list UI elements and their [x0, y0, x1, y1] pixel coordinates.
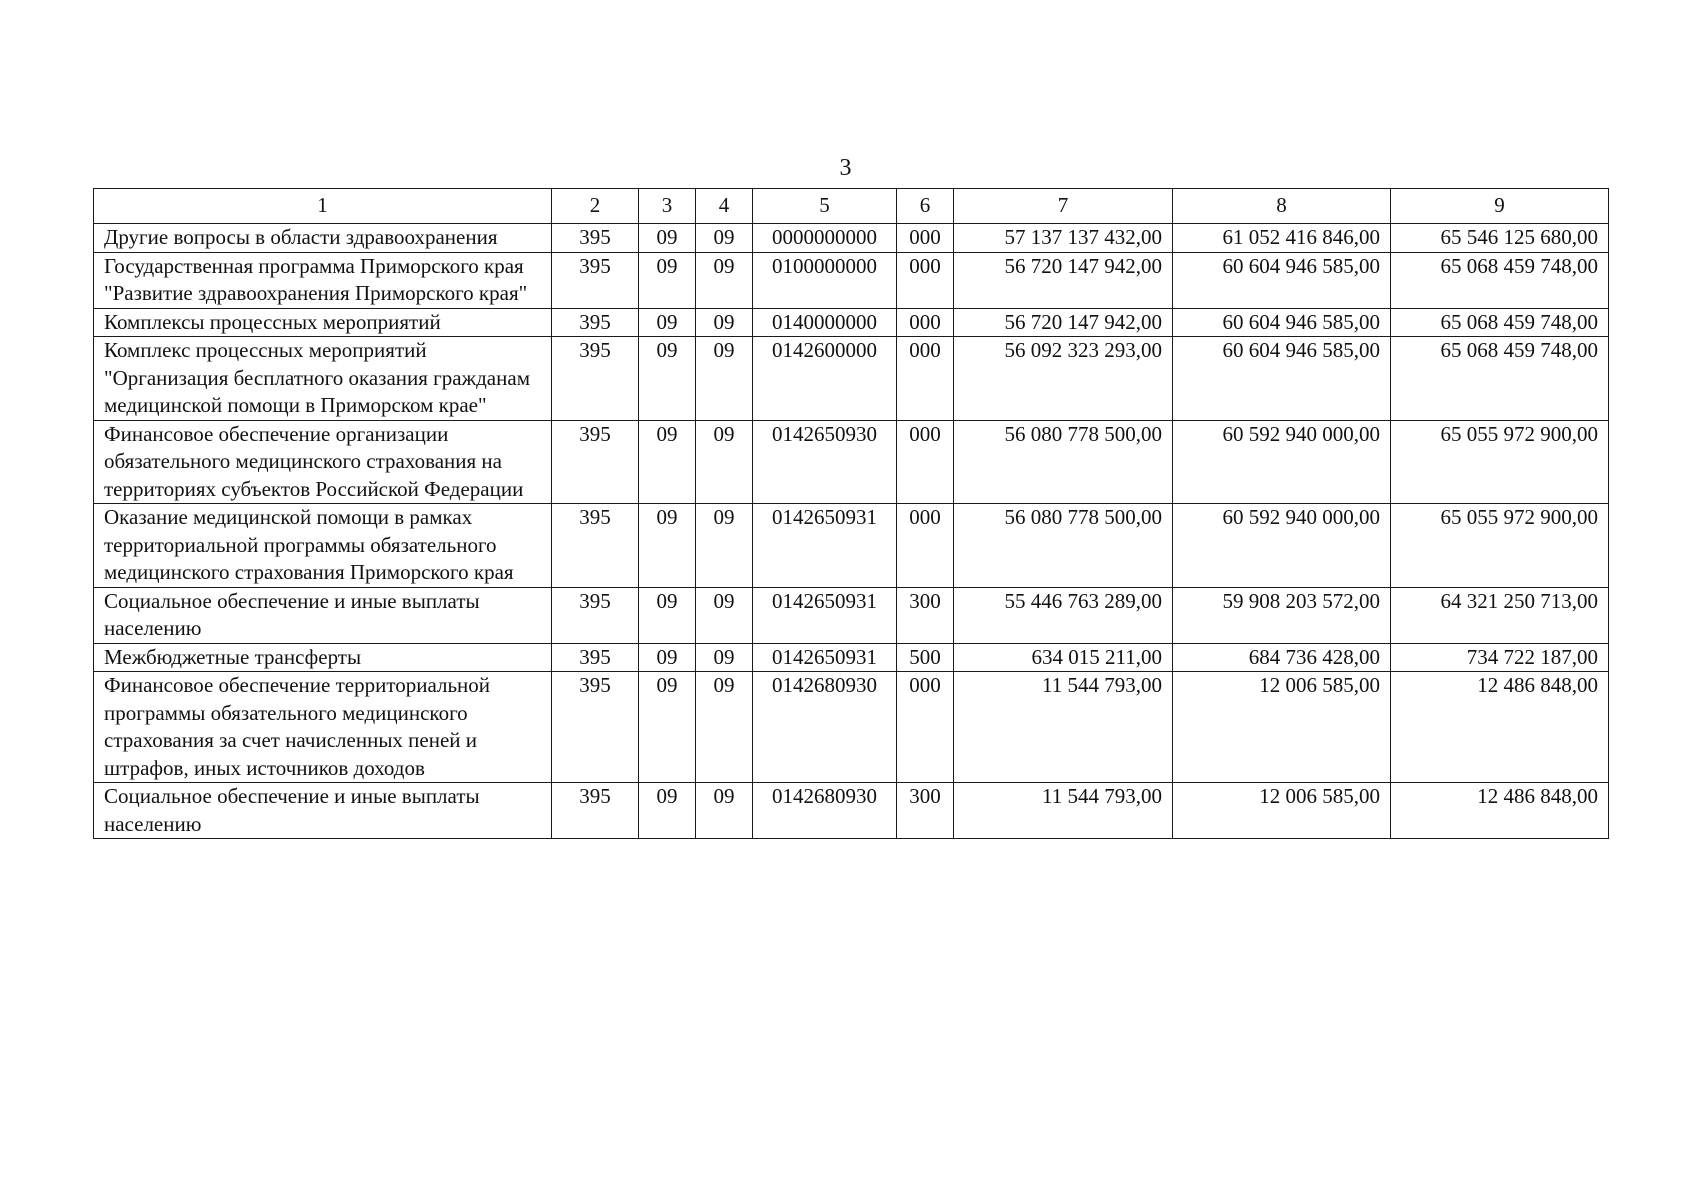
cell-col-4: 09	[696, 420, 753, 504]
cell-col-3: 09	[639, 672, 696, 783]
cell-col-5: 0142680930	[753, 783, 897, 839]
cell-col-6: 000	[897, 224, 954, 253]
cell-col-9: 65 068 459 748,00	[1391, 252, 1609, 308]
cell-col-6: 000	[897, 252, 954, 308]
cell-col-8: 60 604 946 585,00	[1173, 252, 1391, 308]
table-row	[94, 672, 1609, 783]
cell-col-5: 0142650931	[753, 643, 897, 672]
cell-col-7: 56 080 778 500,00	[954, 420, 1173, 504]
cell-col-7: 57 137 137 432,00	[954, 224, 1173, 253]
column-header: 2	[552, 189, 639, 224]
column-header: 9	[1391, 189, 1609, 224]
cell-col-7: 55 446 763 289,00	[954, 587, 1173, 643]
cell-col-3: 09	[639, 252, 696, 308]
cell-col-4: 09	[696, 587, 753, 643]
page-number: 3	[839, 155, 852, 181]
cell-col-2: 395	[552, 783, 639, 839]
row-name-cell: Финансовое обеспечение территориальной программы обязательного медицинского страхования за счет начисленных пеней и штрафов, иных источников доходов	[94, 672, 552, 783]
cell-col-9: 12 486 848,00	[1391, 672, 1609, 783]
cell-col-4: 09	[696, 504, 753, 588]
cell-col-4: 09	[696, 783, 753, 839]
cell-col-3: 09	[639, 420, 696, 504]
cell-col-8: 60 604 946 585,00	[1173, 337, 1391, 421]
table-row	[94, 420, 1609, 504]
cell-col-3: 09	[639, 587, 696, 643]
table-row	[94, 252, 1609, 308]
cell-col-9: 65 546 125 680,00	[1391, 224, 1609, 253]
cell-col-5: 0000000000	[753, 224, 897, 253]
column-header: 3	[639, 189, 696, 224]
budget-table	[93, 188, 1609, 839]
cell-col-5: 0142650931	[753, 587, 897, 643]
cell-col-6: 000	[897, 308, 954, 337]
cell-col-6: 000	[897, 504, 954, 588]
cell-col-4: 09	[696, 643, 753, 672]
cell-col-5: 0142600000	[753, 337, 897, 421]
cell-col-8: 60 604 946 585,00	[1173, 308, 1391, 337]
column-header: 4	[696, 189, 753, 224]
column-header: 6	[897, 189, 954, 224]
cell-col-6: 000	[897, 337, 954, 421]
cell-col-6: 300	[897, 783, 954, 839]
cell-col-6: 000	[897, 672, 954, 783]
cell-col-6: 300	[897, 587, 954, 643]
cell-col-8: 60 592 940 000,00	[1173, 504, 1391, 588]
cell-col-5: 0140000000	[753, 308, 897, 337]
cell-col-2: 395	[552, 337, 639, 421]
table-row	[94, 337, 1609, 421]
cell-col-9: 65 068 459 748,00	[1391, 308, 1609, 337]
cell-col-2: 395	[552, 504, 639, 588]
table-row	[94, 643, 1609, 672]
row-name-cell: Межбюджетные трансферты	[94, 643, 552, 672]
cell-col-4: 09	[696, 672, 753, 783]
cell-col-4: 09	[696, 337, 753, 421]
cell-col-2: 395	[552, 420, 639, 504]
row-name-cell: Государственная программа Приморского края "Развитие здравоохранения Приморского края"	[94, 252, 552, 308]
cell-col-2: 395	[552, 643, 639, 672]
cell-col-9: 65 068 459 748,00	[1391, 337, 1609, 421]
cell-col-8: 61 052 416 846,00	[1173, 224, 1391, 253]
cell-col-5: 0142650931	[753, 504, 897, 588]
row-name-cell: Комплексы процессных мероприятий	[94, 308, 552, 337]
cell-col-3: 09	[639, 643, 696, 672]
cell-col-6: 500	[897, 643, 954, 672]
row-name-cell: Другие вопросы в области здравоохранения	[94, 224, 552, 253]
cell-col-8: 12 006 585,00	[1173, 672, 1391, 783]
cell-col-3: 09	[639, 783, 696, 839]
cell-col-3: 09	[639, 308, 696, 337]
cell-col-2: 395	[552, 308, 639, 337]
cell-col-9: 65 055 972 900,00	[1391, 504, 1609, 588]
column-header: 7	[954, 189, 1173, 224]
cell-col-7: 11 544 793,00	[954, 783, 1173, 839]
cell-col-9: 12 486 848,00	[1391, 783, 1609, 839]
cell-col-4: 09	[696, 252, 753, 308]
cell-col-7: 11 544 793,00	[954, 672, 1173, 783]
cell-col-2: 395	[552, 587, 639, 643]
table-row	[94, 587, 1609, 643]
cell-col-2: 395	[552, 224, 639, 253]
cell-col-5: 0142680930	[753, 672, 897, 783]
cell-col-9: 65 055 972 900,00	[1391, 420, 1609, 504]
cell-col-2: 395	[552, 252, 639, 308]
cell-col-2: 395	[552, 672, 639, 783]
cell-col-4: 09	[696, 224, 753, 253]
cell-col-9: 64 321 250 713,00	[1391, 587, 1609, 643]
table-row	[94, 308, 1609, 337]
cell-col-5: 0100000000	[753, 252, 897, 308]
cell-col-7: 56 720 147 942,00	[954, 308, 1173, 337]
column-header: 8	[1173, 189, 1391, 224]
cell-col-7: 56 092 323 293,00	[954, 337, 1173, 421]
table-row	[94, 504, 1609, 588]
cell-col-7: 56 080 778 500,00	[954, 504, 1173, 588]
cell-col-4: 09	[696, 308, 753, 337]
cell-col-5: 0142650930	[753, 420, 897, 504]
cell-col-9: 734 722 187,00	[1391, 643, 1609, 672]
cell-col-6: 000	[897, 420, 954, 504]
cell-col-3: 09	[639, 337, 696, 421]
cell-col-3: 09	[639, 504, 696, 588]
table-row	[94, 224, 1609, 253]
row-name-cell: Социальное обеспечение и иные выплаты населению	[94, 783, 552, 839]
table-row	[94, 783, 1609, 839]
cell-col-8: 12 006 585,00	[1173, 783, 1391, 839]
column-header: 5	[753, 189, 897, 224]
cell-col-8: 60 592 940 000,00	[1173, 420, 1391, 504]
cell-col-7: 56 720 147 942,00	[954, 252, 1173, 308]
row-name-cell: Социальное обеспечение и иные выплаты населению	[94, 587, 552, 643]
cell-col-7: 634 015 211,00	[954, 643, 1173, 672]
cell-col-8: 59 908 203 572,00	[1173, 587, 1391, 643]
header-row	[94, 189, 1609, 224]
row-name-cell: Оказание медицинской помощи в рамках территориальной программы обязательного медицинского страхования Приморского края	[94, 504, 552, 588]
cell-col-8: 684 736 428,00	[1173, 643, 1391, 672]
cell-col-3: 09	[639, 224, 696, 253]
row-name-cell: Финансовое обеспечение организации обязательного медицинского страхования на территориях субъектов Российской Федерации	[94, 420, 552, 504]
row-name-cell: Комплекс процессных мероприятий "Организация бесплатного оказания гражданам медицинской помощи в Приморском крае"	[94, 337, 552, 421]
column-header: 1	[94, 189, 552, 224]
